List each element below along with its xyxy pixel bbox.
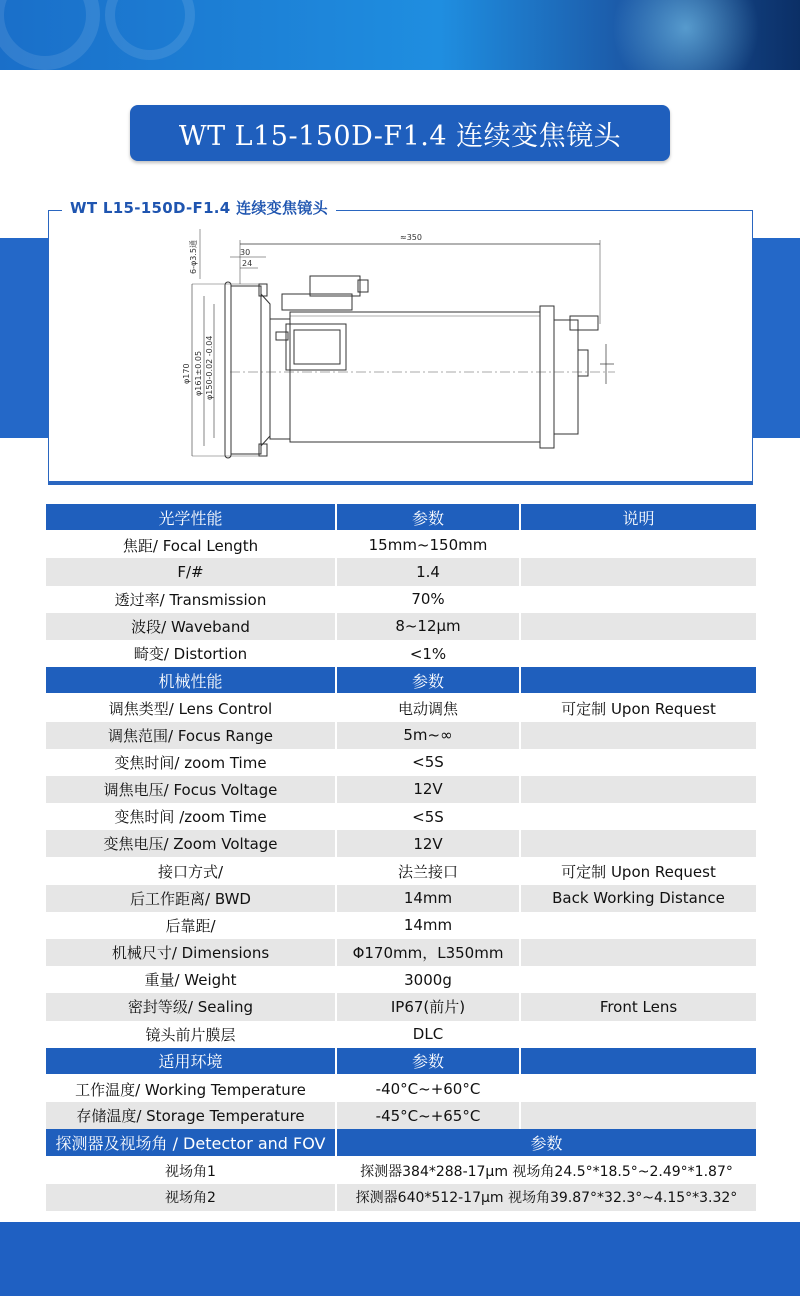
cell-note	[520, 830, 757, 857]
cell-value: 14mm	[336, 885, 520, 912]
cell-param: 调焦类型/ Lens Control	[46, 694, 336, 721]
table-row	[46, 939, 757, 966]
header-cell	[520, 667, 757, 694]
cell-value: 70%	[336, 586, 520, 613]
table-row	[46, 749, 757, 776]
cell-value: 14mm	[336, 912, 520, 939]
table-row	[46, 722, 757, 749]
cell-param: 变焦时间/ zoom Time	[46, 749, 336, 776]
cell-note	[520, 803, 757, 830]
cell-param: 透过率/ Transmission	[46, 586, 336, 613]
table-row	[46, 558, 757, 585]
header-cell: 参数	[336, 1048, 520, 1075]
cell-note: 可定制 Upon Request	[520, 857, 757, 884]
cell-value: 15mm~150mm	[336, 531, 520, 558]
gear-decoration-icon	[0, 0, 100, 70]
cell-value: 5m~∞	[336, 722, 520, 749]
table-row	[46, 912, 757, 939]
header-cell: 说明	[520, 504, 757, 531]
cell-value: 法兰接口	[336, 857, 520, 884]
header-cell: 参数	[336, 667, 520, 694]
cell-note	[520, 722, 757, 749]
cell-param: 存储温度/ Storage Temperature	[46, 1102, 336, 1129]
cell-value: 探测器384*288-17μm 视场角24.5°*18.5°~2.49°*1.87°	[336, 1157, 757, 1184]
cell-param: 重量/ Weight	[46, 966, 336, 993]
dim-d150-label: φ150-0.02 -0.04	[205, 335, 214, 400]
cell-note: 可定制 Upon Request	[520, 694, 757, 721]
table-row	[46, 885, 757, 912]
cell-note	[520, 558, 757, 585]
cell-param: 变焦电压/ Zoom Voltage	[46, 830, 336, 857]
page-title-text: WT L15-150D-F1.4 连续变焦镜头	[178, 120, 622, 152]
table-row	[46, 776, 757, 803]
section-header-detector	[46, 1129, 757, 1156]
table-row	[46, 966, 757, 993]
cell-param: 视场角2	[46, 1184, 336, 1211]
cell-value: DLC	[336, 1021, 520, 1048]
cell-value: 电动调焦	[336, 694, 520, 721]
dim-24-label: 24	[242, 259, 253, 268]
cell-param: 焦距/ Focal Length	[46, 531, 336, 558]
cell-note	[520, 613, 757, 640]
cell-value: <5S	[336, 803, 520, 830]
table-row	[46, 613, 757, 640]
header-cell: 探测器及视场角 / Detector and FOV	[46, 1129, 336, 1156]
table-row	[46, 1184, 757, 1211]
cell-value: 1.4	[336, 558, 520, 585]
cell-value: 探测器640*512-17μm 视场角39.87°*32.3°~4.15°*3.32°	[336, 1184, 757, 1211]
cell-param: 镜头前片膜层	[46, 1021, 336, 1048]
cell-param: 变焦时间 /zoom Time	[46, 803, 336, 830]
cell-note	[520, 1075, 757, 1102]
cell-note	[520, 640, 757, 667]
cell-param: 视场角1	[46, 1157, 336, 1184]
dim-d161-label: φ161±0.05	[194, 350, 203, 396]
header-cell: 参数	[336, 504, 520, 531]
cell-note	[520, 1102, 757, 1129]
table-row	[46, 640, 757, 667]
cell-note	[520, 966, 757, 993]
header-cell: 参数	[336, 1129, 757, 1156]
cell-note	[520, 1021, 757, 1048]
cell-note	[520, 912, 757, 939]
bottom-band	[0, 1222, 800, 1296]
gear-decoration-icon	[105, 0, 195, 60]
table-row	[46, 803, 757, 830]
dim-length-label: ≈350	[400, 233, 422, 242]
cell-value: Φ170mm，L350mm	[336, 939, 520, 966]
cell-note	[520, 586, 757, 613]
cell-value: -40°C~+60°C	[336, 1075, 520, 1102]
cell-note: Back Working Distance	[520, 885, 757, 912]
table-row	[46, 531, 757, 558]
table-row	[46, 1075, 757, 1102]
dim-30-label: 30	[240, 248, 251, 257]
table-row	[46, 830, 757, 857]
cell-value: 3000g	[336, 966, 520, 993]
cell-note: Front Lens	[520, 993, 757, 1020]
cell-value: 12V	[336, 776, 520, 803]
table-row	[46, 694, 757, 721]
cell-note	[520, 776, 757, 803]
table-row	[46, 857, 757, 884]
cell-param: F/#	[46, 558, 336, 585]
cell-param: 密封等级/ Sealing	[46, 993, 336, 1020]
cell-param: 工作温度/ Working Temperature	[46, 1075, 336, 1102]
section-header-optical	[46, 504, 757, 531]
spec-table	[46, 504, 758, 1211]
cell-note	[520, 939, 757, 966]
cell-note	[520, 749, 757, 776]
table-row	[46, 586, 757, 613]
section-header-environment	[46, 1048, 757, 1075]
header-cell: 机械性能	[46, 667, 336, 694]
table-row	[46, 1157, 757, 1184]
cell-value: <1%	[336, 640, 520, 667]
cell-value: IP67(前片)	[336, 993, 520, 1020]
page-title	[130, 105, 670, 161]
cell-value: <5S	[336, 749, 520, 776]
cell-param: 波段/ Waveband	[46, 613, 336, 640]
table-row	[46, 1021, 757, 1048]
header-cell: 适用环境	[46, 1048, 336, 1075]
cell-param: 畸变/ Distortion	[46, 640, 336, 667]
cell-param: 接口方式/	[46, 857, 336, 884]
cell-value: 8~12μm	[336, 613, 520, 640]
cell-param: 调焦范围/ Focus Range	[46, 722, 336, 749]
cell-param: 调焦电压/ Focus Voltage	[46, 776, 336, 803]
dim-holes-label: 6-φ3.5通	[189, 240, 198, 274]
header-cell	[520, 1048, 757, 1075]
table-row	[46, 1102, 757, 1129]
table-row	[46, 993, 757, 1020]
cell-param: 机械尺寸/ Dimensions	[46, 939, 336, 966]
dim-d170-label: φ170	[182, 363, 191, 384]
cell-param: 后工作距离/ BWD	[46, 885, 336, 912]
cell-value: 12V	[336, 830, 520, 857]
drawing-panel-bottom-bar	[48, 481, 753, 485]
top-banner	[0, 0, 800, 70]
header-cell: 光学性能	[46, 504, 336, 531]
cell-note	[520, 531, 757, 558]
lens-technical-drawing	[170, 224, 630, 474]
cell-value: -45°C~+65°C	[336, 1102, 520, 1129]
lens-glow-decoration	[610, 0, 800, 70]
cell-param: 后靠距/	[46, 912, 336, 939]
section-header-mechanical	[46, 667, 757, 694]
drawing-heading: WT L15-150D-F1.4 连续变焦镜头	[62, 197, 336, 218]
